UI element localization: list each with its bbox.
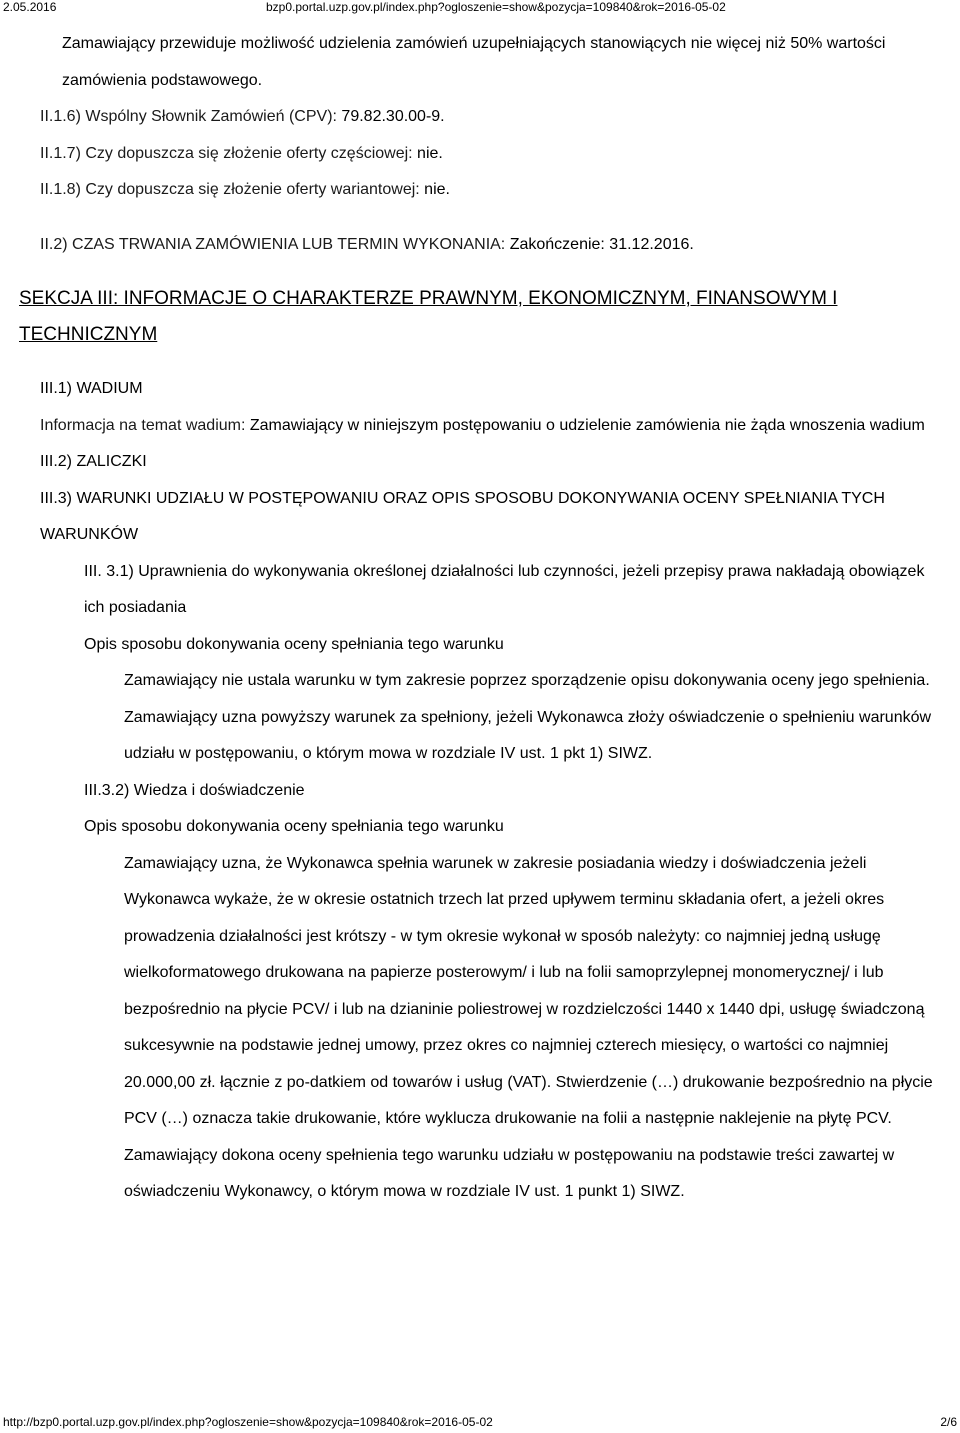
cpv-label: II.1.6) Wspólny Słownik Zamówień (CPV):	[40, 108, 337, 125]
section-3-title: SEKCJA III: INFORMACJE O CHARAKTERZE PRAWNYM, EKONOMICZNYM, FINANSOWYM I TECHNICZNYM	[19, 288, 838, 345]
page-number: 2/6	[940, 1415, 957, 1429]
wadium-info-value: Zamawiający w niniejszym postępowaniu o udzielenie zamówienia nie żąda wnoszenia wadium	[245, 416, 925, 434]
cpv-value: 79.82.30.00-9.	[336, 108, 445, 125]
duration-value: Zakończenie: 31.12.2016.	[505, 235, 694, 253]
wadium-info-row	[40, 408, 940, 445]
condition-1-heading: III. 3.1) Uprawnienia do wykonywania określonej działalności lub czynności, jeżeli przepisy prawa nakładają obowiązek ich posiadania	[84, 562, 925, 616]
condition-2-heading: III.3.2) Wiedza i doświadczenie	[84, 781, 305, 799]
print-header-url: bzp0.portal.uzp.gov.pl/index.php?ogloszenie=show&pozycja=109840&rok=2016-05-02	[266, 0, 726, 14]
print-date: 2.05.2016	[3, 0, 57, 14]
print-footer	[3, 1415, 957, 1431]
wadium-heading: III.1) WADIUM	[40, 380, 143, 397]
spacer	[40, 209, 940, 227]
intro-paragraph: Zamawiający przewiduje możliwość udzielenia zamówień uzupełniających stanowiących nie więcej niż 50% wartości zamówienia podstawowego.	[62, 35, 886, 89]
print-footer-url: http://bzp0.portal.uzp.gov.pl/index.php?ogloszenie=show&pozycja=109840&rok=2016-05-02	[3, 1415, 493, 1429]
condition-1-description: Zamawiający nie ustala warunku w tym zakresie poprzez sporządzenie opisu dokonywania oceny jego spełnienia. Zamawiający uzna powyższy warunek za spełniony, jeżeli Wykonawca złoży oświadczenie o spełnieniu warunków udziału w postępowaniu, o którym mowa w rozdziale IV ust. 1 pkt 1) SIWZ.	[124, 672, 932, 762]
variant-offer-label: II.1.8) Czy dopuszcza się złożenie oferty wariantowej:	[40, 181, 420, 198]
variant-offer-row	[40, 172, 940, 209]
condition-1-desc-label: Opis sposobu dokonywania oceny spełniania tego warunku	[84, 635, 504, 653]
zaliczki-heading: III.2) ZALICZKI	[40, 453, 147, 470]
wadium-info-label: Informacja na temat wadium:	[40, 416, 246, 434]
partial-offer-value: nie.	[412, 144, 443, 162]
document-content	[19, 26, 940, 1211]
partial-offer-label: II.1.7) Czy dopuszcza się złożenie oferty częściowej:	[40, 144, 413, 162]
condition-2-desc-label: Opis sposobu dokonywania oceny spełniania tego warunku	[84, 818, 504, 835]
print-header	[3, 0, 957, 16]
cpv-row	[40, 99, 940, 136]
duration-label: II.2) CZAS TRWANIA ZAMÓWIENIA LUB TERMIN WYKONANIA:	[40, 235, 506, 253]
partial-offer-row	[40, 136, 940, 173]
duration-row	[40, 227, 940, 264]
condition-2-description: Zamawiający uzna, że Wykonawca spełnia warunek w zakresie posiadania wiedzy i doświadczenia jeżeli Wykonawca wykaże, że w okresie ostatnich trzech lat przed upływem terminu składania ofert, a jeżeli okres prowadzenia działalności jest krótszy - w tym okresie wykonał w sposób należyty: co najmniej jedną usługę wielkoformatowego drukowana na papierze posterowym/ i lub na folii samoprzylepnej monomerycznej/ i lub bezpośrednio na płycie PCV/ i lub na dzianinie poliestrowej w rozdzielczości 1440 x 1440 dpi, usługę świadczoną sukcesywnie na podstawie jednej umowy, przez okres co najmniej czterech miesięcy, o wartości co najmniej 20.000,00 zł. łącznie z po-datkiem od towarów i usług (VAT). Stwierdzenie (…) drukowanie bezpośrednio na płycie PCV (…) oznacza takie drukowanie, które wyklucza drukowanie na folii a następnie naklejenie na płytę PCV. Zamawiający dokona oceny spełnienia tego warunku udziału w postępowaniu na podstawie treści zawartej w oświadczeniu Wykonawcy, o którym mowa w rozdziale IV ust. 1 punkt 1) SIWZ.	[124, 854, 933, 1200]
warunki-heading: III.3) WARUNKI UDZIAŁU W POSTĘPOWANIU ORAZ OPIS SPOSOBU DOKONYWANIA OCENY SPEŁNIANIA TYCH WARUNKÓW	[40, 489, 885, 543]
variant-offer-value: nie.	[419, 181, 450, 198]
